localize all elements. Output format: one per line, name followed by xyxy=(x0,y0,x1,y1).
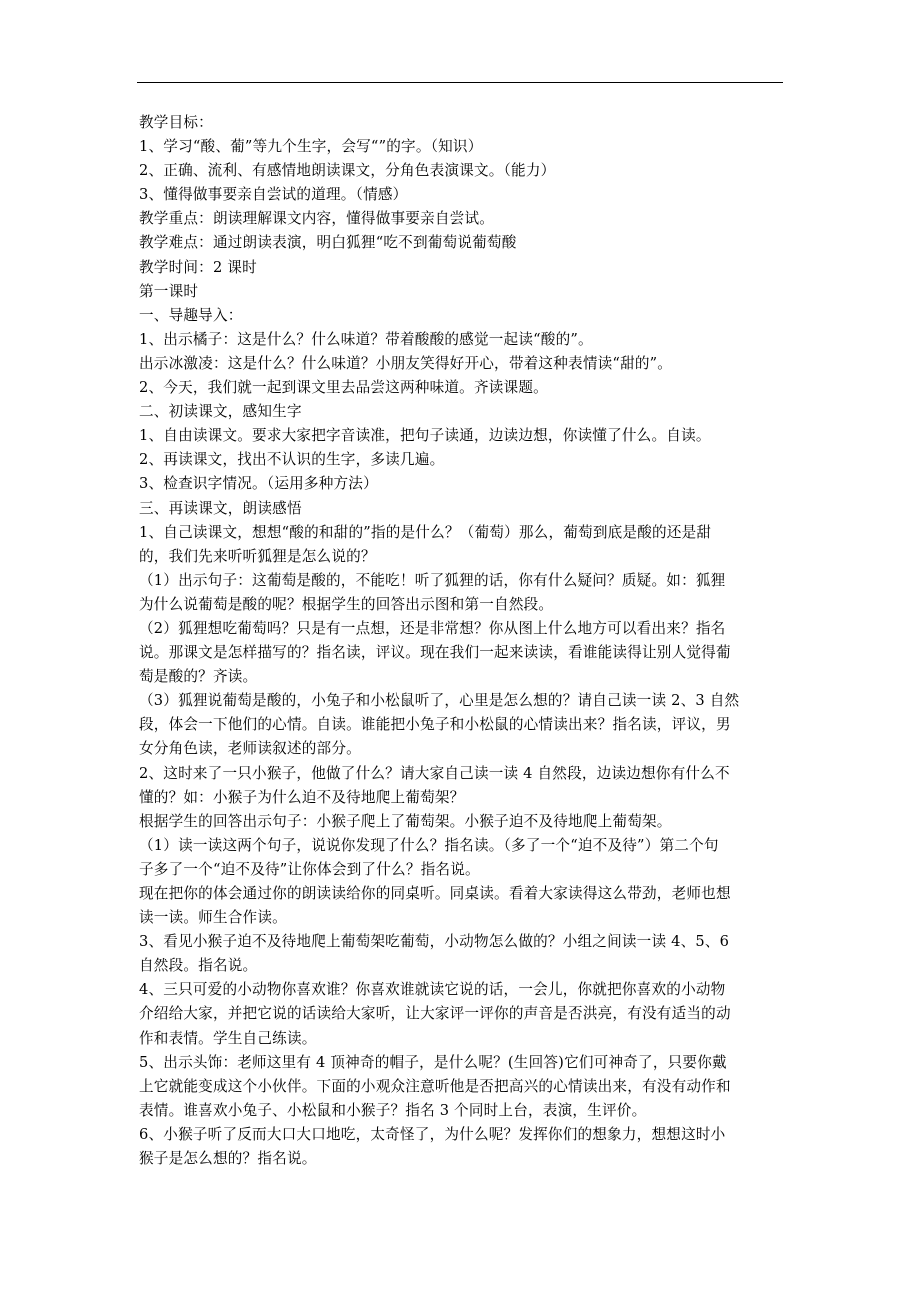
text-line: 作和表情。学生自己练读。 xyxy=(139,1029,317,1047)
text-line: 读一读。师生合作读。 xyxy=(139,909,287,927)
text-line: 6、小猴子听了反而大口大口地吃，太奇怪了，为什么呢？发挥你们的想象力，想想这时小 xyxy=(139,1125,726,1143)
text-line: 女分角色读，老师读叙述的部分。 xyxy=(139,740,361,758)
text-line: 猴子是怎么想的？指名说。 xyxy=(139,1150,317,1168)
text-line: 的，我们先来听听狐狸是怎么说的？ xyxy=(139,547,376,565)
text-line: 一、导趣导入： xyxy=(139,306,243,324)
text-line: 2、这时来了一只小猴子，他做了什么？请大家自己读一读 4 自然段，边读边想你有什么不 xyxy=(139,764,730,782)
text-line: 自然段。指名说。 xyxy=(139,957,258,975)
text-line: 教学时间：2 课时 xyxy=(139,258,257,276)
text-line: 根据学生的回答出示句子：小猴子爬上了葡萄架。小猴子迫不及待地爬上葡萄架。 xyxy=(139,812,672,830)
document-body xyxy=(139,111,785,1171)
text-line: 教学目标： xyxy=(139,114,213,131)
text-line: （1）出示句子：这葡萄是酸的，不能吃！听了狐狸的话，你有什么疑问？质疑。如：狐狸 xyxy=(139,571,726,589)
text-line: 上它就能变成这个小伙伴。下面的小观众注意听他是否把高兴的心情读出来，有没有动作和 xyxy=(139,1077,731,1095)
text-line: 1、学习“酸、葡”等九个生字，会写“”的字。（知识） xyxy=(139,138,483,156)
text-line: 为什么说葡萄是酸的呢？根据学生的回答出示图和第一自然段。 xyxy=(139,595,554,613)
text-line: 2、再读课文，找出不认识的生字，多读几遍。 xyxy=(139,451,445,469)
text-line: 教学重点：朗读理解课文内容，懂得做事要亲自尝试。 xyxy=(139,210,495,228)
text-line: 第一课时 xyxy=(139,282,199,300)
text-line: 出示冰激凌：这是什么？什么味道？小朋友笑得好开心，带着这种表情读“甜的”。 xyxy=(139,354,673,372)
text-line: 4、三只可爱的小动物你喜欢谁？你喜欢谁就读它说的话，一会儿，你就把你喜欢的小动物 xyxy=(139,981,726,999)
text-line: 萄是酸的？齐读。 xyxy=(139,668,258,686)
text-line: 段，体会一下他们的心情。自读。谁能把小兔子和小松鼠的心情读出来？指名读，评议，男 xyxy=(139,716,731,734)
text-line: 现在把你的体会通过你的朗读读给你的同桌听。同桌读。看着大家读得这么带劲，老师也想 xyxy=(139,885,731,902)
text-line: 5、出示头饰：老师这里有 4 顶神奇的帽子，是什么呢？(生回答)它们可神奇了，只要你戴 xyxy=(139,1053,727,1071)
text-line: 1、自由读课文。要求大家把字音读准，把句子读通，边读边想，你读懂了什么。自读。 xyxy=(139,427,711,445)
text-line: 三、再读课文，朗读感悟 xyxy=(139,499,302,517)
text-line: 3、检查识字情况。（运用多种方法） xyxy=(139,475,378,493)
text-line: 介绍给大家，并把它说的话读给大家听，让大家评一评你的声音是否洪亮，有没有适当的动 xyxy=(139,1005,731,1023)
text-line: 说。那课文是怎样描写的？指名读，评议。现在我们一起来读读，看谁能读得让别人觉得葡 xyxy=(139,644,731,662)
text-line: 教学难点：通过朗读表演，明白狐狸“吃不到葡萄说葡萄酸 xyxy=(139,234,517,252)
text-line: 2、今天，我们就一起到课文里去品尝这两种味道。齐读课题。 xyxy=(139,379,548,397)
text-line: 3、看见小猴子迫不及待地爬上葡萄架吃葡萄，小动物怎么做的？小组之间读一读 4、5、6 xyxy=(139,933,730,951)
text-line: （1）读一读这两个句子，说说你发现了什么？指名读。（多了一个“迫不及待”）第二个句 xyxy=(139,836,719,854)
text-line: 子多了一个“迫不及待”让你体会到了什么？指名说。 xyxy=(139,860,480,878)
text-line: 二、初读课文，感知生字 xyxy=(139,403,302,421)
text-line: （3）狐狸说葡萄是酸的，小兔子和小松鼠听了，心里是怎么想的？请自己读一读 2、3 自然 xyxy=(139,692,740,710)
text-line: 1、自己读课文，想想“酸的和甜的”指的是什么？（葡萄）那么，葡萄到底是酸的还是甜 xyxy=(139,523,712,541)
text-line: 1、出示橘子：这是什么？什么味道？带着酸酸的感觉一起读“酸的”。 xyxy=(139,330,593,348)
text-line: 表情。谁喜欢小兔子、小松鼠和小猴子？指名 3 个同时上台，表演，生评价。 xyxy=(139,1101,647,1119)
text-line: 懂的？如：小猴子为什么迫不及待地爬上葡萄架？ xyxy=(139,788,465,806)
text-line: （2）狐狸想吃葡萄吗？只是有一点想，还是非常想？你从图上什么地方可以看出来？指名 xyxy=(139,619,726,637)
text-line: 3、懂得做事要亲自尝试的道理。（情感） xyxy=(139,186,408,204)
text-line: 2、正确、流利、有感情地朗读课文，分角色表演课文。（能力） xyxy=(139,162,556,180)
header-rule xyxy=(137,82,783,83)
